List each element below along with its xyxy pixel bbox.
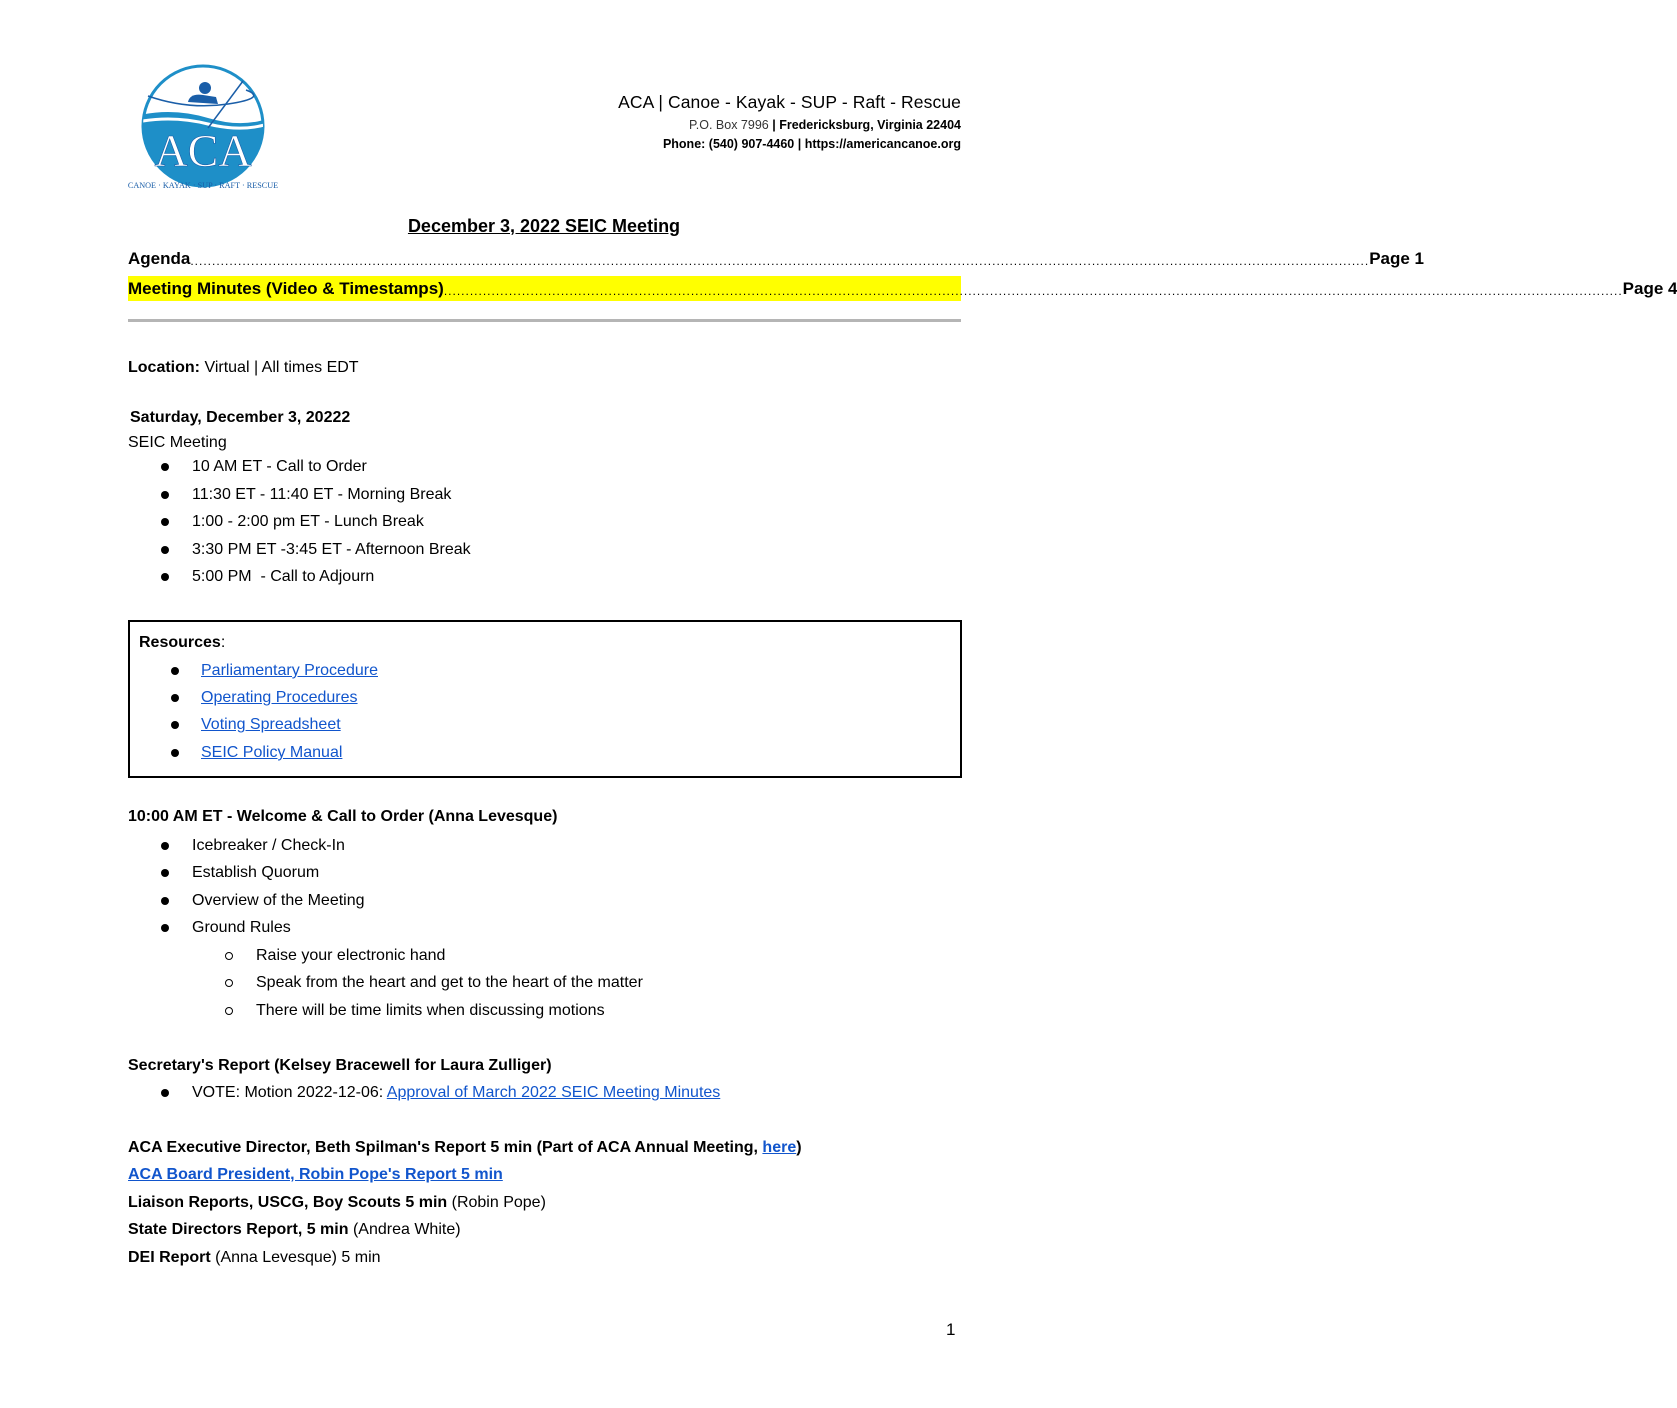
welcome-item: Overview of the Meeting xyxy=(161,891,365,911)
welcome-item: Icebreaker / Check-In xyxy=(161,836,345,856)
circle-bullet-icon xyxy=(225,1007,233,1015)
welcome-heading: 10:00 AM ET - Welcome & Call to Order (Anna Levesque) xyxy=(128,808,558,825)
schedule-item: 10 AM ET - Call to Order xyxy=(161,457,367,477)
liaison-reports: Liaison Reports, USCG, Boy Scouts 5 min (Robin Pope) xyxy=(128,1194,546,1211)
welcome-item: Ground Rules xyxy=(161,918,291,938)
bullet-icon xyxy=(161,1089,169,1097)
welcome-item: Establish Quorum xyxy=(161,863,319,883)
toc-label: Agenda xyxy=(128,249,191,268)
bullet-icon xyxy=(171,721,179,729)
schedule-date: Saturday, December 3, 20222 xyxy=(130,409,351,426)
aca-logo xyxy=(128,66,278,192)
schedule-subtitle: SEIC Meeting xyxy=(128,434,227,451)
phone-website: Phone: (540) 907-4460 | https://americancanoe.org xyxy=(662,137,961,151)
toc-entry-meeting-minutes[interactable] xyxy=(128,276,1677,301)
schedule-item: 11:30 ET - 11:40 ET - Morning Break xyxy=(161,485,451,505)
march-minutes-link[interactable]: Approval of March 2022 SEIC Meeting Minutes xyxy=(386,1084,721,1101)
schedule-item: 3:30 PM ET -3:45 ET - Afternoon Break xyxy=(161,540,471,560)
seic-policy-manual-link[interactable]: SEIC Policy Manual xyxy=(201,744,343,761)
org-address xyxy=(689,118,961,132)
location-label: Location: xyxy=(128,359,200,376)
bullet-icon xyxy=(161,518,169,526)
horizontal-divider xyxy=(128,319,961,322)
page-number: 1 xyxy=(946,1320,956,1339)
address-separator: | xyxy=(768,118,780,132)
schedule-item: 1:00 - 2:00 pm ET - Lunch Break xyxy=(161,512,424,532)
ground-rule-item: There will be time limits when discussing motions xyxy=(225,1001,605,1021)
ground-rule-item: Raise your electronic hand xyxy=(225,946,445,966)
voting-spreadsheet-link[interactable]: Voting Spreadsheet xyxy=(201,716,341,733)
bullet-icon xyxy=(161,546,169,554)
ground-rule-item: Speak from the heart and get to the heart of the matter xyxy=(225,973,643,993)
bullet-icon xyxy=(161,491,169,499)
circle-bullet-icon xyxy=(225,952,233,960)
bullet-icon xyxy=(171,667,179,675)
toc-page: Page 1 xyxy=(1369,249,1424,268)
po-box: P.O. Box 7996 xyxy=(689,118,769,132)
bullet-icon xyxy=(161,869,169,877)
annual-meeting-here-link[interactable]: here xyxy=(762,1139,797,1156)
parliamentary-procedure-link[interactable]: Parliamentary Procedure xyxy=(201,662,378,679)
circle-bullet-icon xyxy=(225,979,233,987)
resource-item xyxy=(171,688,358,708)
bullet-icon xyxy=(161,924,169,932)
bullet-icon xyxy=(161,573,169,581)
toc-entry-agenda[interactable] xyxy=(128,246,1424,271)
secretary-heading: Secretary's Report (Kelsey Bracewell for Laura Zulliger) xyxy=(128,1057,552,1074)
resource-item xyxy=(171,661,378,681)
toc-leader-dots: ................................................................................................................................................................................................................................................................................ xyxy=(443,284,1623,298)
location-line xyxy=(128,358,359,378)
org-line: ACA | Canoe - Kayak - SUP - Raft - Rescue xyxy=(618,92,961,112)
dei-report: DEI Report (Anna Levesque) 5 min xyxy=(128,1249,381,1266)
bullet-icon xyxy=(171,694,179,702)
operating-procedures-link[interactable]: Operating Procedures xyxy=(201,689,358,706)
toc-leader-dots: ................................................................................................................................................................................................................................................................................ xyxy=(190,254,1370,268)
resource-item xyxy=(171,743,342,763)
document-title: December 3, 2022 SEIC Meeting xyxy=(407,216,681,236)
exec-director-report: ACA Executive Director, Beth Spilman's Report 5 min (Part of ACA Annual Meeting, here) xyxy=(128,1139,802,1156)
schedule-item: 5:00 PM - Call to Adjourn xyxy=(161,567,374,587)
logo-letters: ACA xyxy=(154,125,252,176)
state-directors-report: State Directors Report, 5 min (Andrea White) xyxy=(128,1221,461,1238)
bullet-icon xyxy=(171,749,179,757)
aca-logo-graphic xyxy=(128,66,278,192)
bullet-icon xyxy=(161,463,169,471)
resource-item xyxy=(171,715,341,735)
logo-tagline: CANOE · KAYAK · SUP · RAFT · RESCUE xyxy=(127,181,279,190)
location-value: Virtual | All times EDT xyxy=(200,359,359,376)
board-president-report-link[interactable]: ACA Board President, Robin Pope's Report 5 min xyxy=(128,1166,503,1183)
bullet-icon xyxy=(161,897,169,905)
bullet-icon xyxy=(161,842,169,850)
resources-heading: Resources: xyxy=(139,634,226,651)
toc-label: Meeting Minutes (Video & Timestamps) xyxy=(128,279,444,298)
secretary-item: VOTE: Motion 2022-12-06: Approval of March 2022 SEIC Meeting Minutes xyxy=(161,1083,720,1103)
city-state: Fredericksburg, Virginia 22404 xyxy=(779,118,961,132)
toc-page: Page 4 xyxy=(1622,279,1677,298)
